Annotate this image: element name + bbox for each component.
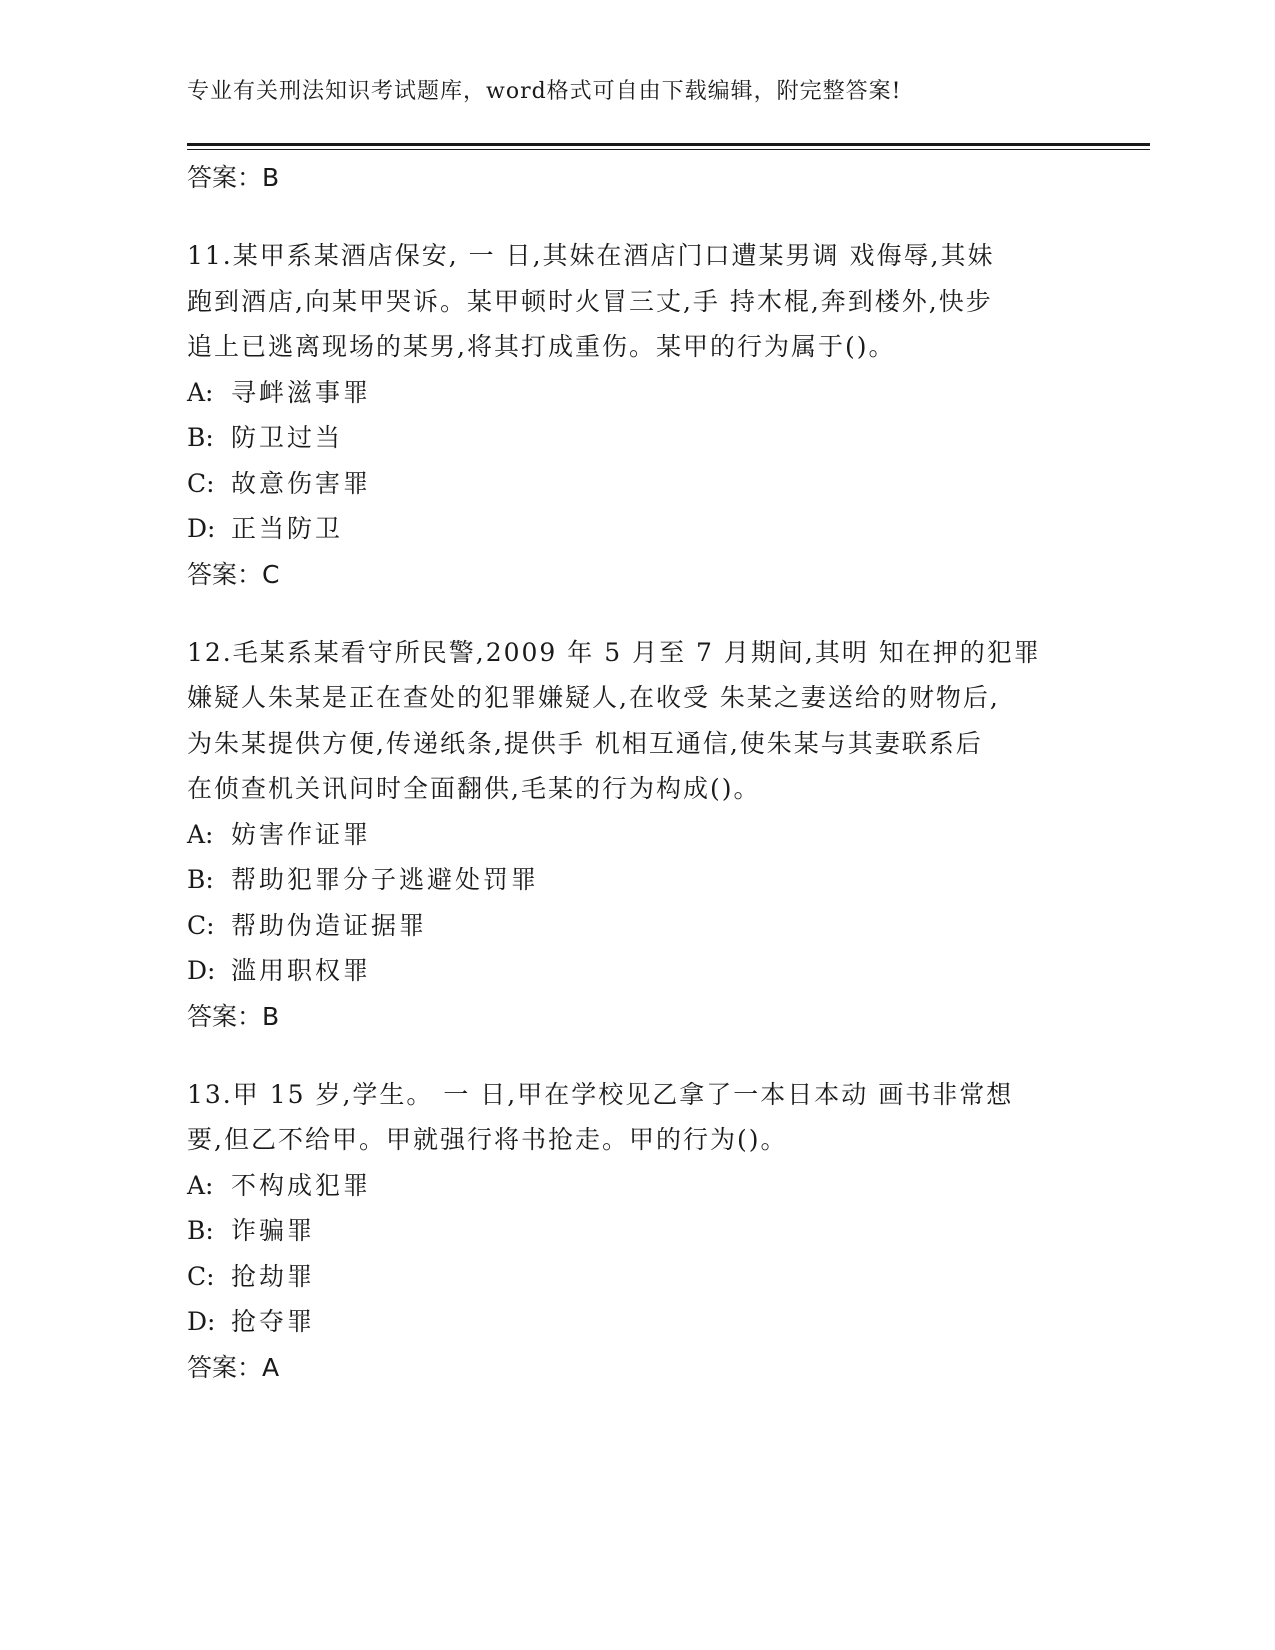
previous-answer: 答案：B — [187, 163, 280, 192]
option-key: A: — [187, 377, 214, 407]
option-c — [187, 1254, 1087, 1300]
option-text: 妨害作证罪 — [231, 819, 372, 849]
option-d — [187, 506, 1087, 552]
option-key: D: — [187, 956, 216, 985]
option-text: 抢夺罪 — [231, 1307, 316, 1336]
document-body — [187, 155, 1087, 1391]
option-text: 故意伤害罪 — [231, 468, 372, 498]
stem-line: 为朱某提供方便,传递纸条,提供手 机相互通信,使朱某与其妻联系后 — [187, 728, 983, 758]
header-rule-thick — [187, 143, 1150, 146]
option-b — [187, 857, 1087, 903]
answer: 答案：B — [187, 1001, 280, 1031]
option-b — [187, 1208, 1087, 1254]
option-c — [187, 903, 1087, 949]
stem-line: 要,但乙不给甲。甲就强行将书抢走。甲的行为()。 — [187, 1125, 788, 1154]
option-a — [187, 1163, 1087, 1209]
question-stem — [187, 630, 1087, 812]
option-text: 滥用职权罪 — [231, 956, 372, 985]
option-key: C: — [187, 468, 215, 498]
option-c — [187, 461, 1087, 507]
option-text: 寻衅滋事罪 — [231, 377, 372, 407]
answer: 答案：A — [187, 1352, 280, 1382]
option-text: 抢劫罪 — [231, 1261, 316, 1291]
option-key: A: — [187, 1170, 214, 1200]
option-text: 诈骗罪 — [231, 1216, 316, 1245]
stem-line: 12.毛某系某看守所民警,2009 年 5 月至 7 月期间,其明 知在押的犯罪 — [187, 637, 1041, 667]
option-key: D: — [187, 514, 216, 543]
option-key: B: — [187, 423, 214, 452]
option-key: C: — [187, 910, 215, 940]
header-rule-thin — [187, 149, 1150, 150]
option-text: 帮助伪造证据罪 — [231, 910, 428, 940]
stem-line: 在侦查机关讯问时全面翻供,毛某的行为构成()。 — [187, 774, 761, 803]
option-b — [187, 415, 1087, 461]
question-stem — [187, 233, 1087, 370]
option-key: A: — [187, 819, 214, 849]
option-a — [187, 812, 1087, 858]
question-stem — [187, 1072, 1087, 1163]
option-text: 不构成犯罪 — [231, 1170, 372, 1200]
option-key: B: — [187, 865, 214, 894]
option-text: 正当防卫 — [231, 514, 344, 543]
option-text: 帮助犯罪分子逃避处罚罪 — [231, 865, 540, 894]
option-d — [187, 1299, 1087, 1345]
option-key: D: — [187, 1307, 216, 1336]
stem-line: 追上已逃离现场的某男,将其打成重伤。某甲的行为属于()。 — [187, 332, 896, 361]
question-13 — [187, 1072, 1087, 1391]
option-key: C: — [187, 1261, 215, 1291]
option-key: B: — [187, 1216, 214, 1245]
stem-line: 嫌疑人朱某是正在查处的犯罪嫌疑人,在收受 朱某之妻送给的财物后, — [187, 683, 1000, 712]
option-d — [187, 948, 1087, 994]
stem-line: 13.甲 15 岁,学生。 一 日,甲在学校见乙拿了一本日本动 画书非常想 — [187, 1079, 1014, 1109]
stem-line: 11.某甲系某酒店保安, 一 日,其妹在酒店门口遭某男调 戏侮辱,其妹 — [187, 241, 995, 270]
question-12 — [187, 630, 1087, 1040]
question-11 — [187, 233, 1087, 598]
option-a — [187, 370, 1087, 416]
page-header: 专业有关刑法知识考试题库，word格式可自由下载编辑，附完整答案! — [187, 79, 902, 104]
option-text: 防卫过当 — [231, 423, 344, 452]
answer: 答案：C — [187, 559, 280, 589]
stem-line: 跑到酒店,向某甲哭诉。某甲顿时火冒三丈,手 持木棍,奔到楼外,快步 — [187, 286, 993, 316]
